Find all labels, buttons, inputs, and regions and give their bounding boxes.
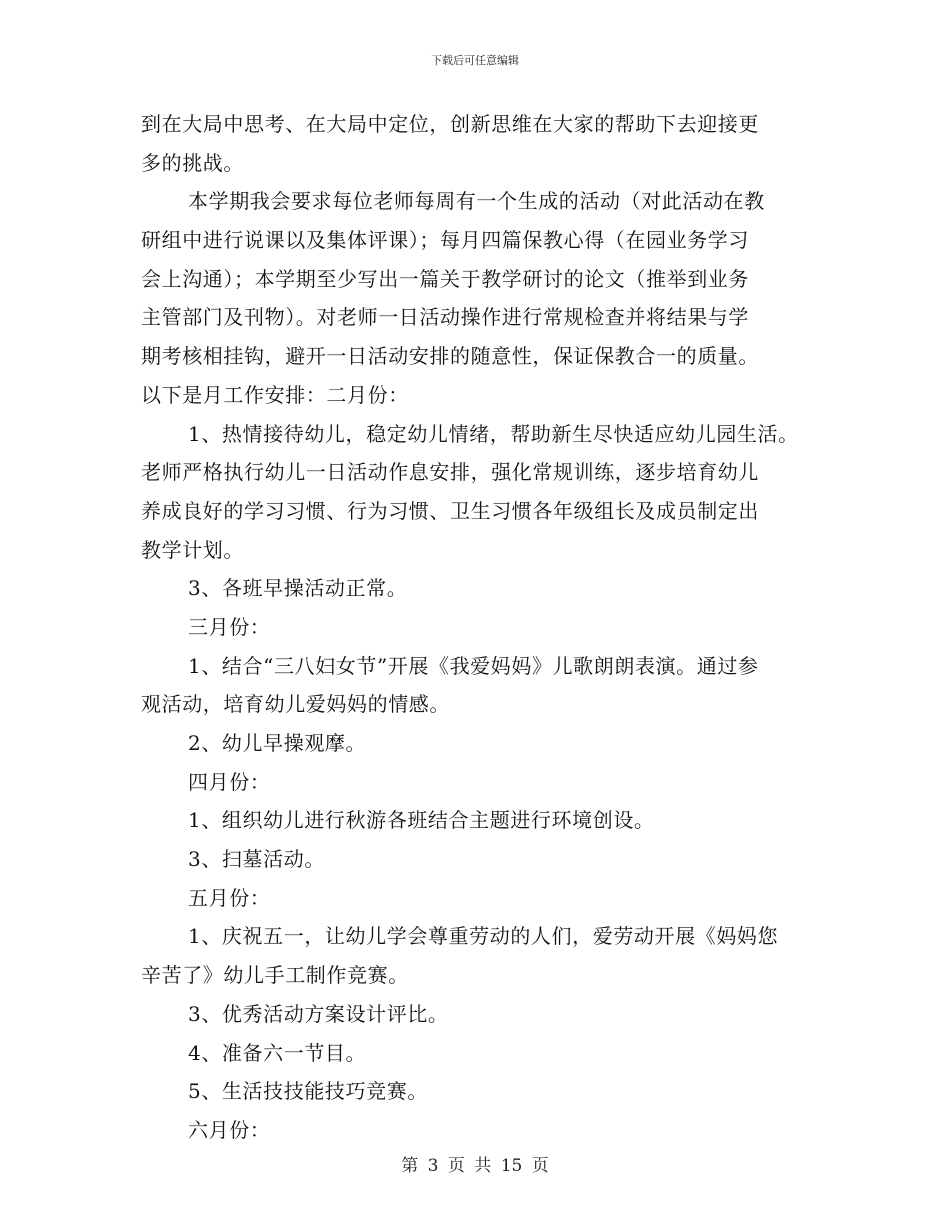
- text-line: 老师严格执行幼儿一日活动作息安排，强化常规训练，逐步培育幼儿: [141, 460, 759, 485]
- text-line: 1、热情接待幼儿，稳定幼儿情绪，帮助新生尽快适应幼儿园生活。: [188, 421, 799, 446]
- text-line: 3、优秀活动方案设计评比。: [188, 1001, 449, 1026]
- text-line: 3、扫墓活动。: [188, 847, 325, 872]
- text-line: 养成良好的学习习惯、行为习惯、卫生习惯各年级组长及成员制定出: [141, 498, 759, 523]
- text-line: 4、准备六一节目。: [188, 1040, 367, 1065]
- text-line: 观活动，培育幼儿爱妈妈的情感。: [141, 692, 450, 717]
- page-number-footer: 第 3 页 共 15 页: [401, 1156, 549, 1176]
- text-line: 会上沟通）；本学期至少写出一篇关于教学研讨的论文（推举到业务: [141, 266, 749, 291]
- text-line: 三月份：: [188, 614, 271, 639]
- text-line: 到在大局中思考、在大局中定位，创新思维在大家的帮助下去迎接更: [141, 112, 759, 136]
- page-header-note: 下载后可任意编辑: [431, 54, 519, 67]
- text-line: 以下是月工作安排：二月份：: [141, 382, 409, 407]
- document-body: [141, 105, 841, 1150]
- text-line: 2、幼儿早操观摩。: [188, 731, 367, 755]
- text-line: 1、庆祝五一，让幼儿学会尊重劳动的人们，爱劳动开展《妈妈您: [188, 924, 779, 949]
- text-line: 研组中进行说课以及集体评课）；每月四篇保教心得（在园业务学习: [141, 228, 749, 253]
- text-line: 3、各班早操活动正常。: [188, 576, 408, 601]
- text-line: 主管部门及刊物）。对老师一日活动操作进行常规检查并将结果与学: [141, 305, 749, 330]
- text-line: 教学计划。: [141, 537, 244, 562]
- text-line: 期考核相挂钩，避开一日活动安排的随意性，保证保教合一的质量。: [141, 344, 759, 369]
- text-line: 五月份：: [188, 885, 271, 910]
- text-line: 5、生活技技能技巧竞赛。: [188, 1079, 428, 1104]
- text-line: 辛苦了》幼儿手工制作竞赛。: [141, 963, 409, 988]
- text-line: 1、组织幼儿进行秋游各班结合主题进行环境创设。: [188, 808, 655, 833]
- text-line: 1、结合“三八妇女节”开展《我爱妈妈》儿歌朗朗表演。通过参: [188, 653, 759, 678]
- text-line: 六月份：: [188, 1117, 271, 1142]
- text-line: 本学期我会要求每位老师每周有一个生成的活动（对此活动在教: [188, 189, 765, 214]
- text-line: 四月份：: [188, 769, 271, 794]
- text-line: 多的挑战。: [141, 150, 244, 175]
